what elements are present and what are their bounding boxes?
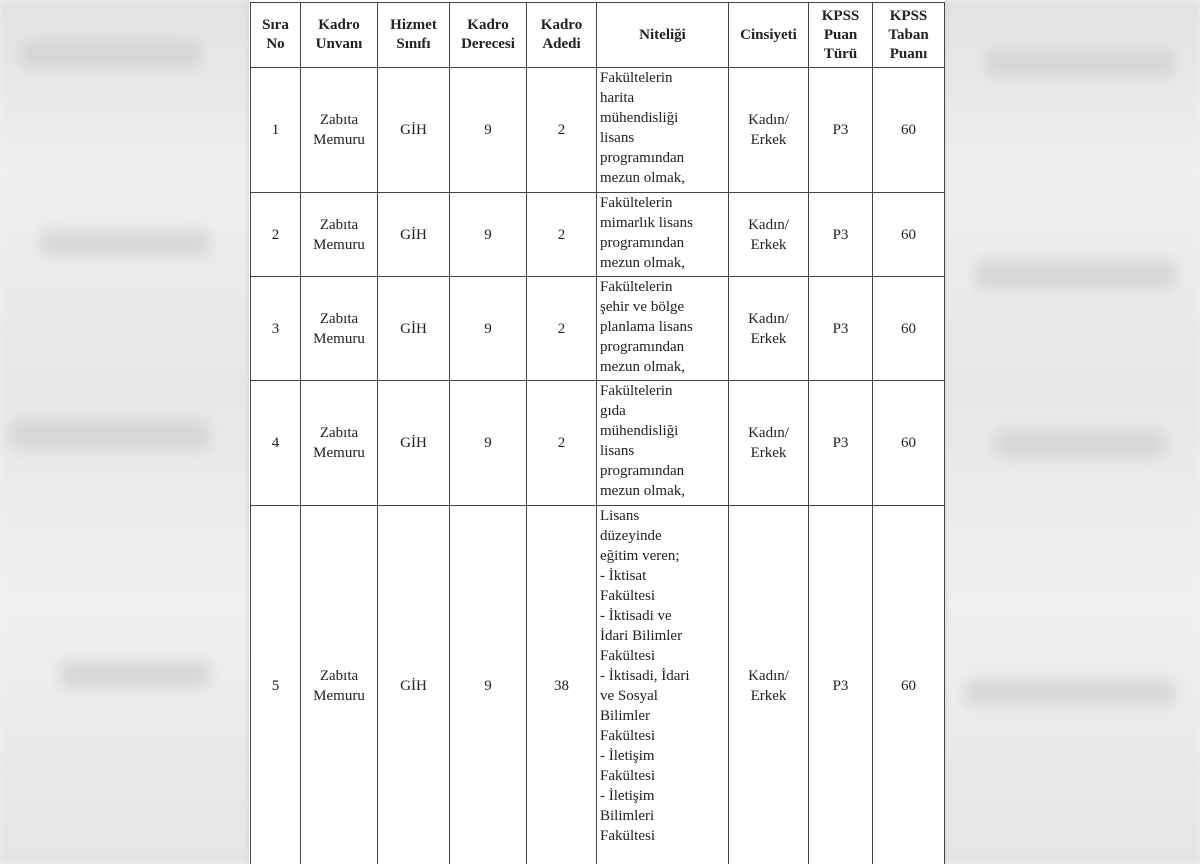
cell-niteligi-line: programından bbox=[600, 339, 685, 355]
cell-kpss-taban-puani: 60 bbox=[873, 381, 945, 506]
cell-niteligi-line: Fakültesi bbox=[600, 648, 655, 664]
cell-hizmet-sinifi: GİH bbox=[378, 381, 450, 506]
cell-kpss-taban-puani: 60 bbox=[873, 506, 945, 864]
cell-niteligi-line: Fakültelerin bbox=[600, 195, 673, 211]
table-row bbox=[251, 193, 945, 277]
cell-kadro-unvani bbox=[301, 506, 378, 864]
cell-niteligi-line: - İletişim bbox=[600, 788, 655, 804]
header-text-line: KPSS bbox=[821, 7, 860, 24]
header-text-line: KPSS bbox=[889, 7, 928, 24]
cell-niteligi-line: mühendisliği bbox=[600, 110, 679, 126]
header-text-line: Kadro bbox=[467, 17, 509, 33]
cell-kadro-unvani-line: Zabıta bbox=[319, 668, 359, 684]
cell-niteligi-line: mezun olmak, bbox=[600, 483, 685, 499]
cell-kpss-taban-puani: 60 bbox=[873, 277, 945, 381]
cell-kadro-unvani bbox=[301, 193, 378, 277]
header-niteligi bbox=[597, 3, 729, 68]
cell-kadro-unvani-line: Zabıta bbox=[319, 112, 359, 128]
cell-kadro-adedi: 2 bbox=[527, 381, 597, 506]
cell-niteligi-line: Fakültelerin bbox=[600, 279, 673, 295]
cell-cinsiyeti-line: Erkek bbox=[750, 236, 787, 253]
header-text-line: Puanı bbox=[889, 45, 928, 62]
header-text-line: Hizmet bbox=[390, 17, 437, 33]
cell-sira-no: 2 bbox=[251, 193, 301, 277]
header-kpss-taban-puani bbox=[873, 3, 945, 68]
cell-niteligi-line: - İktisat bbox=[600, 568, 647, 584]
header-text-line: Cinsiyeti bbox=[740, 26, 797, 43]
cell-cinsiyeti bbox=[729, 381, 809, 506]
cell-niteligi bbox=[597, 277, 729, 381]
header-cinsiyeti bbox=[729, 3, 809, 68]
cell-niteligi bbox=[597, 381, 729, 506]
cell-sira-no: 4 bbox=[251, 381, 301, 506]
header-text-line: Taban bbox=[888, 26, 929, 43]
cell-niteligi-line: mezun olmak, bbox=[600, 255, 685, 271]
cell-kadro-adedi: 2 bbox=[527, 68, 597, 193]
header-text-line: Türü bbox=[823, 45, 858, 62]
cell-niteligi-line: - İletişim bbox=[600, 748, 655, 764]
table-row bbox=[251, 506, 945, 864]
cell-niteligi-line: harita bbox=[600, 90, 635, 106]
blurred-background-right bbox=[945, 0, 1200, 864]
cell-kpss-puan-turu: P3 bbox=[809, 68, 873, 193]
cell-niteligi-line: mimarlık lisans bbox=[600, 215, 693, 231]
cell-kadro-unvani bbox=[301, 68, 378, 193]
cell-cinsiyeti bbox=[729, 68, 809, 193]
cell-kadro-adedi: 2 bbox=[527, 193, 597, 277]
cell-cinsiyeti-line: Kadın/ bbox=[748, 668, 789, 684]
cell-sira-no: 1 bbox=[251, 68, 301, 193]
cell-kadro-unvani-line: Zabıta bbox=[319, 216, 359, 233]
cell-cinsiyeti-line: Kadın/ bbox=[748, 425, 789, 441]
header-text-line: Niteliği bbox=[639, 26, 686, 43]
header-text-line: Kadro bbox=[540, 17, 583, 33]
header-kadro-adedi bbox=[527, 3, 597, 68]
cell-niteligi-line: planlama lisans bbox=[600, 319, 693, 335]
cell-niteligi-line: eğitim veren; bbox=[600, 548, 680, 564]
cell-niteligi-line: Fakültelerin bbox=[600, 70, 673, 86]
document-page bbox=[249, 0, 945, 864]
cell-cinsiyeti bbox=[729, 277, 809, 381]
table-header-row bbox=[251, 3, 945, 68]
cell-niteligi-line: Fakültesi bbox=[600, 728, 655, 744]
cell-kadro-adedi: 2 bbox=[527, 277, 597, 381]
cell-kadro-unvani bbox=[301, 277, 378, 381]
cell-cinsiyeti-line: Kadın/ bbox=[748, 216, 789, 233]
cell-cinsiyeti-line: Erkek bbox=[750, 688, 787, 704]
cell-cinsiyeti bbox=[729, 506, 809, 864]
header-kadro-unvani bbox=[301, 3, 378, 68]
cell-niteligi-line: lisans bbox=[600, 130, 635, 146]
header-text-line: Adedi bbox=[542, 36, 581, 52]
header-sira-no bbox=[251, 3, 301, 68]
cell-niteligi bbox=[597, 506, 729, 864]
cell-hizmet-sinifi: GİH bbox=[378, 277, 450, 381]
header-text-line: Sıra bbox=[262, 17, 289, 33]
header-text-line: Derecesi bbox=[461, 36, 515, 52]
cell-kadro-derecesi: 9 bbox=[450, 381, 527, 506]
cell-niteligi-line: mezun olmak, bbox=[600, 359, 685, 375]
cell-niteligi-line: Fakültelerin bbox=[600, 383, 673, 399]
cell-kadro-unvani-line: Zabıta bbox=[319, 425, 359, 441]
header-hizmet-sinifi bbox=[378, 3, 450, 68]
cell-kadro-derecesi: 9 bbox=[450, 193, 527, 277]
cell-hizmet-sinifi: GİH bbox=[378, 68, 450, 193]
cell-kpss-puan-turu: P3 bbox=[809, 277, 873, 381]
cell-cinsiyeti bbox=[729, 193, 809, 277]
cell-niteligi-line: ve Sosyal bbox=[600, 688, 658, 704]
cell-kadro-unvani-line: Memuru bbox=[313, 445, 365, 461]
cell-kpss-puan-turu: P3 bbox=[809, 506, 873, 864]
cell-kadro-unvani bbox=[301, 381, 378, 506]
cell-cinsiyeti-line: Kadın/ bbox=[748, 112, 789, 128]
cell-cinsiyeti-line: Erkek bbox=[750, 330, 787, 347]
cell-kpss-taban-puani: 60 bbox=[873, 68, 945, 193]
cell-niteligi-line: Bilimleri bbox=[600, 808, 655, 824]
cell-niteligi-line: - İktisadi, İdari bbox=[600, 668, 690, 684]
blurred-background-left bbox=[0, 0, 250, 864]
cell-kadro-unvani-line: Zabıta bbox=[319, 310, 359, 327]
cell-niteligi-line: mezun olmak, bbox=[600, 170, 685, 186]
cell-niteligi-line: Fakültesi bbox=[600, 588, 655, 604]
cell-niteligi-line: İdari Bilimler bbox=[600, 628, 683, 644]
header-text-line: Kadro bbox=[318, 17, 360, 33]
cell-cinsiyeti-line: Erkek bbox=[750, 132, 787, 148]
cell-kadro-adedi: 38 bbox=[527, 506, 597, 864]
table-body bbox=[251, 68, 945, 864]
cell-hizmet-sinifi: GİH bbox=[378, 193, 450, 277]
cell-niteligi bbox=[597, 193, 729, 277]
cell-niteligi-line: lisans bbox=[600, 443, 635, 459]
header-text-line: Puan bbox=[823, 26, 858, 43]
header-kpss-puan-turu bbox=[809, 3, 873, 68]
cell-kpss-taban-puani: 60 bbox=[873, 193, 945, 277]
cell-cinsiyeti-line: Erkek bbox=[750, 445, 787, 461]
cell-niteligi-line: mühendisliği bbox=[600, 423, 679, 439]
cell-niteligi-line: programından bbox=[600, 235, 685, 251]
cell-niteligi bbox=[597, 68, 729, 193]
cell-niteligi-line: - İktisadi ve bbox=[600, 608, 672, 624]
cell-niteligi-line: Lisans bbox=[600, 508, 640, 524]
cell-niteligi-line: şehir ve bölge bbox=[600, 299, 685, 315]
cell-kadro-unvani-line: Memuru bbox=[313, 330, 365, 347]
header-text-line: Unvanı bbox=[315, 36, 363, 52]
cell-kadro-unvani-line: Memuru bbox=[313, 132, 365, 148]
cell-kadro-derecesi: 9 bbox=[450, 506, 527, 864]
cell-hizmet-sinifi: GİH bbox=[378, 506, 450, 864]
cell-niteligi-line: Fakültesi bbox=[600, 768, 655, 784]
cell-kadro-unvani-line: Memuru bbox=[313, 688, 365, 704]
cell-niteligi-line: düzeyinde bbox=[600, 528, 662, 544]
cell-kadro-unvani-line: Memuru bbox=[313, 236, 365, 253]
cell-niteligi-line: programından bbox=[600, 150, 685, 166]
cell-sira-no: 5 bbox=[251, 506, 301, 864]
staff-positions-table bbox=[250, 2, 945, 864]
header-kadro-derecesi bbox=[450, 3, 527, 68]
cell-niteligi-line: gıda bbox=[600, 403, 626, 419]
cell-kadro-derecesi: 9 bbox=[450, 277, 527, 381]
table-row bbox=[251, 68, 945, 193]
cell-niteligi-line: Bilimler bbox=[600, 708, 650, 724]
header-text-line: No bbox=[266, 36, 285, 52]
cell-kadro-derecesi: 9 bbox=[450, 68, 527, 193]
cell-sira-no: 3 bbox=[251, 277, 301, 381]
cell-kpss-puan-turu: P3 bbox=[809, 381, 873, 506]
cell-kpss-puan-turu: P3 bbox=[809, 193, 873, 277]
header-text-line: Sınıfı bbox=[396, 36, 431, 52]
table-row bbox=[251, 277, 945, 381]
table-row bbox=[251, 381, 945, 506]
cell-niteligi-line: programından bbox=[600, 463, 685, 479]
cell-cinsiyeti-line: Kadın/ bbox=[748, 310, 789, 327]
cell-niteligi-line: Fakültesi bbox=[600, 828, 655, 844]
